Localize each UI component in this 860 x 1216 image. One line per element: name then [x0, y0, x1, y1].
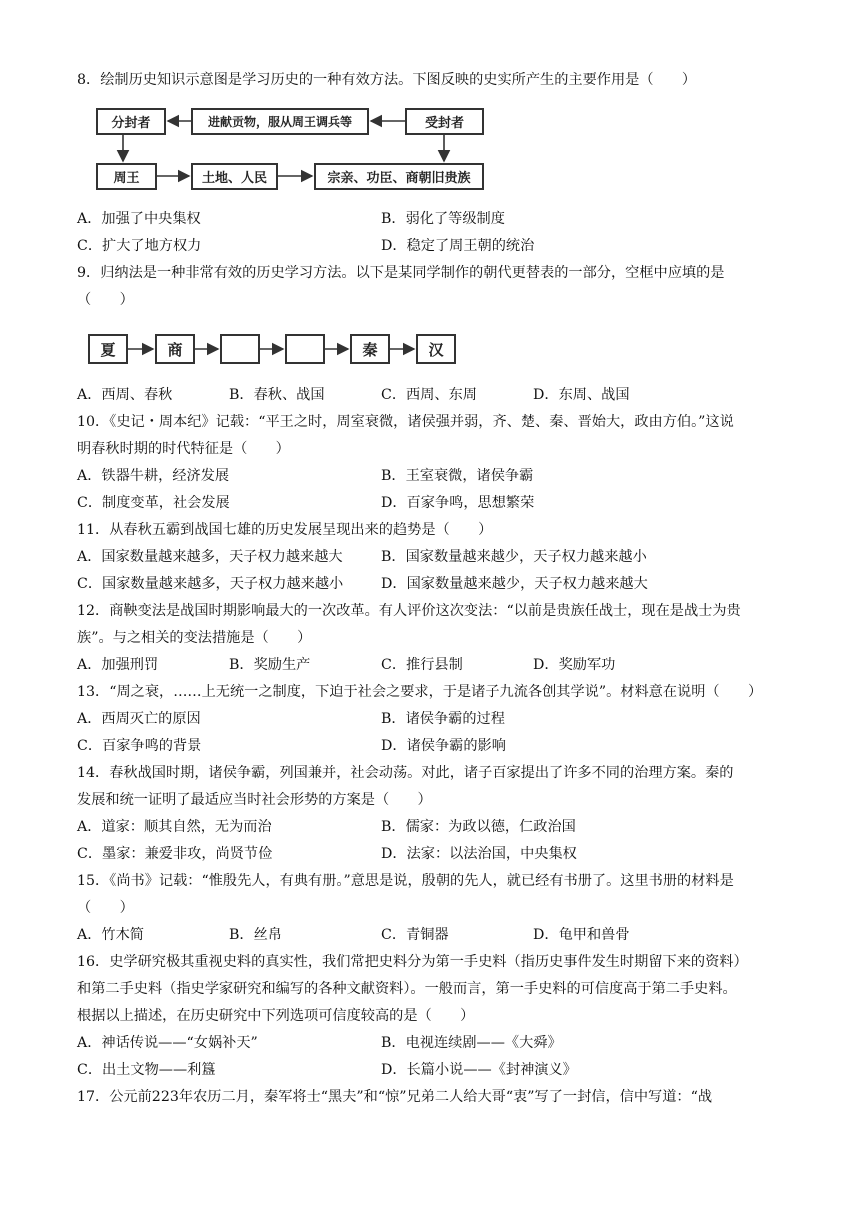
q16-option-a[interactable]: A．神话传说——“女娲补天”: [77, 1035, 258, 1051]
q12-option-b[interactable]: B．奖励生产: [229, 657, 311, 673]
q16-stem-cont: 和第二手史料（指史学家研究和编写的各种文献资料）。一般而言，第一手史料的可信度高于第二手史料。: [77, 981, 737, 997]
q15-option-c[interactable]: C．青铜器: [381, 927, 449, 943]
q16-option-d[interactable]: D．长篇小说——《封神演义》: [381, 1062, 577, 1078]
q8-option-b[interactable]: B．弱化了等级制度: [381, 211, 505, 227]
q13-option-b[interactable]: B．诸侯争霸的过程: [381, 711, 505, 727]
q16-option-c[interactable]: C．出土文物——利簋: [77, 1062, 216, 1078]
q9-option-c[interactable]: C．西周、东周: [381, 387, 477, 403]
q14-option-d[interactable]: D．法家：以法治国，中央集权: [381, 846, 577, 862]
q16-stem: 16．史学研究极其重视史料的真实性，我们常把史料分为第一手史料（指历史事件发生时期留下来的资料）: [77, 954, 748, 970]
q10-stem-cont: 明春秋时期的时代特征是（ ）: [77, 441, 290, 457]
dynasty-box: 秦: [350, 334, 390, 364]
q10-option-a[interactable]: A．铁器牛耕，经济发展: [77, 468, 230, 484]
q10-option-d[interactable]: D．百家争鸣，思想繁荣: [381, 495, 535, 511]
q11-stem: 11．从春秋五霸到战国七雄的历史发展呈现出来的趋势是（ ）: [77, 522, 493, 538]
q14-option-b[interactable]: B．儒家：为政以德，仁政治国: [381, 819, 576, 835]
q13-option-c[interactable]: C．百家争鸣的背景: [77, 738, 202, 754]
diagram-box-tribute: 进献贡物，服从周王调兵等: [191, 108, 369, 135]
q8-stem: 8．绘制历史知识示意图是学习历史的一种有效方法。下图反映的史实所产生的主要作用是（ ）: [77, 72, 697, 88]
q8-option-d[interactable]: D．稳定了周王朝的统治: [381, 238, 535, 254]
q15-option-a[interactable]: A．竹木简: [77, 927, 144, 943]
q10-option-c[interactable]: C．制度变革，社会发展: [77, 495, 230, 511]
q14-option-c[interactable]: C．墨家：兼爱非攻，尚贤节俭: [77, 846, 273, 862]
q14-stem-cont: 发展和统一证明了最适应当时社会形势的方案是（ ）: [77, 792, 432, 808]
q10-option-b[interactable]: B．王室衰微，诸侯争霸: [381, 468, 534, 484]
q16-stem-cont2: 根据以上描述，在历史研究中下列选项可信度较高的是（ ）: [77, 1008, 475, 1024]
chain-arrows: [0, 0, 860, 400]
q13-stem: 13．“周之衰，……上无统一之制度，下迫于社会之要求，于是诸子九流各创其学说”。材料意在说明（ ）: [77, 684, 763, 700]
q12-option-a[interactable]: A．加强刑罚: [77, 657, 159, 673]
q9-option-d[interactable]: D．东周、战国: [533, 387, 630, 403]
q11-option-b[interactable]: B．国家数量越来越少，天子权力越来越小: [381, 549, 647, 565]
q11-option-c[interactable]: C．国家数量越来越多，天子权力越来越小: [77, 576, 344, 592]
q8-option-a[interactable]: A．加强了中央集权: [77, 211, 201, 227]
dynasty-box: 夏: [88, 334, 128, 364]
q11-option-d[interactable]: D．国家数量越来越少，天子权力越来越大: [381, 576, 648, 592]
q15-option-d[interactable]: D．龟甲和兽骨: [533, 927, 630, 943]
q14-option-a[interactable]: A．道家：顺其自然，无为而治: [77, 819, 272, 835]
q15-option-b[interactable]: B．丝帛: [229, 927, 282, 943]
q17-stem: 17．公元前223年农历二月，秦军将士“黑夫”和“惊”兄弟二人给大哥“衷”写了一封信，信中写道：“战: [77, 1089, 713, 1105]
q14-stem: 14．春秋战国时期，诸侯争霸，列国兼并，社会动荡。对此，诸子百家提出了许多不同的治理方案。秦的: [77, 765, 734, 781]
dynasty-box: 商: [155, 334, 195, 364]
q9-stem-cont: （ ）: [77, 292, 134, 308]
q9-option-a[interactable]: A．西周、春秋: [77, 387, 173, 403]
q15-stem-cont: （ ）: [77, 900, 134, 916]
q9-option-b[interactable]: B．春秋、战国: [229, 387, 325, 403]
q13-option-d[interactable]: D．诸侯争霸的影响: [381, 738, 506, 754]
q12-stem: 12．商鞅变法是战国时期影响最大的一次改革。有人评价这次变法：“以前是贵族任战士，现在是战士为贵: [77, 603, 741, 619]
dynasty-box: 汉: [416, 334, 456, 364]
q10-stem: 10．《史记・周本纪》记载：“平王之时，周室衰微，诸侯强并弱，齐、楚、秦、晋始大，政由方伯。”这说: [77, 414, 734, 430]
diagram-box-king: 周王: [96, 163, 157, 190]
diagram-box-land: 土地、人民: [191, 163, 278, 190]
q12-stem-cont: 族”。与之相关的变法措施是（ ）: [77, 630, 312, 646]
q9-stem: 9．归纳法是一种非常有效的历史学习方法。以下是某同学制作的朝代更替表的一部分，空框中应填的是: [77, 265, 725, 281]
q16-option-b[interactable]: B．电视连续剧——《大舜》: [381, 1035, 562, 1051]
q12-option-d[interactable]: D．奖励军功: [533, 657, 616, 673]
q8-option-c[interactable]: C．扩大了地方权力: [77, 238, 202, 254]
q11-option-a[interactable]: A．国家数量越来越多，天子权力越来越大: [77, 549, 343, 565]
diagram-box-nobles: 宗亲、功臣、商朝旧贵族: [314, 163, 484, 190]
q13-option-a[interactable]: A．西周灭亡的原因: [77, 711, 201, 727]
q15-stem: 15．《尚书》记载：“惟殷先人，有典有册。”意思是说，殷朝的先人，就已经有书册了。这里书册的材料是: [77, 873, 734, 889]
diagram-box-vassal: 受封者: [405, 108, 484, 135]
q12-option-c[interactable]: C．推行县制: [381, 657, 463, 673]
diagram-box-enfeoffer: 分封者: [96, 108, 166, 135]
